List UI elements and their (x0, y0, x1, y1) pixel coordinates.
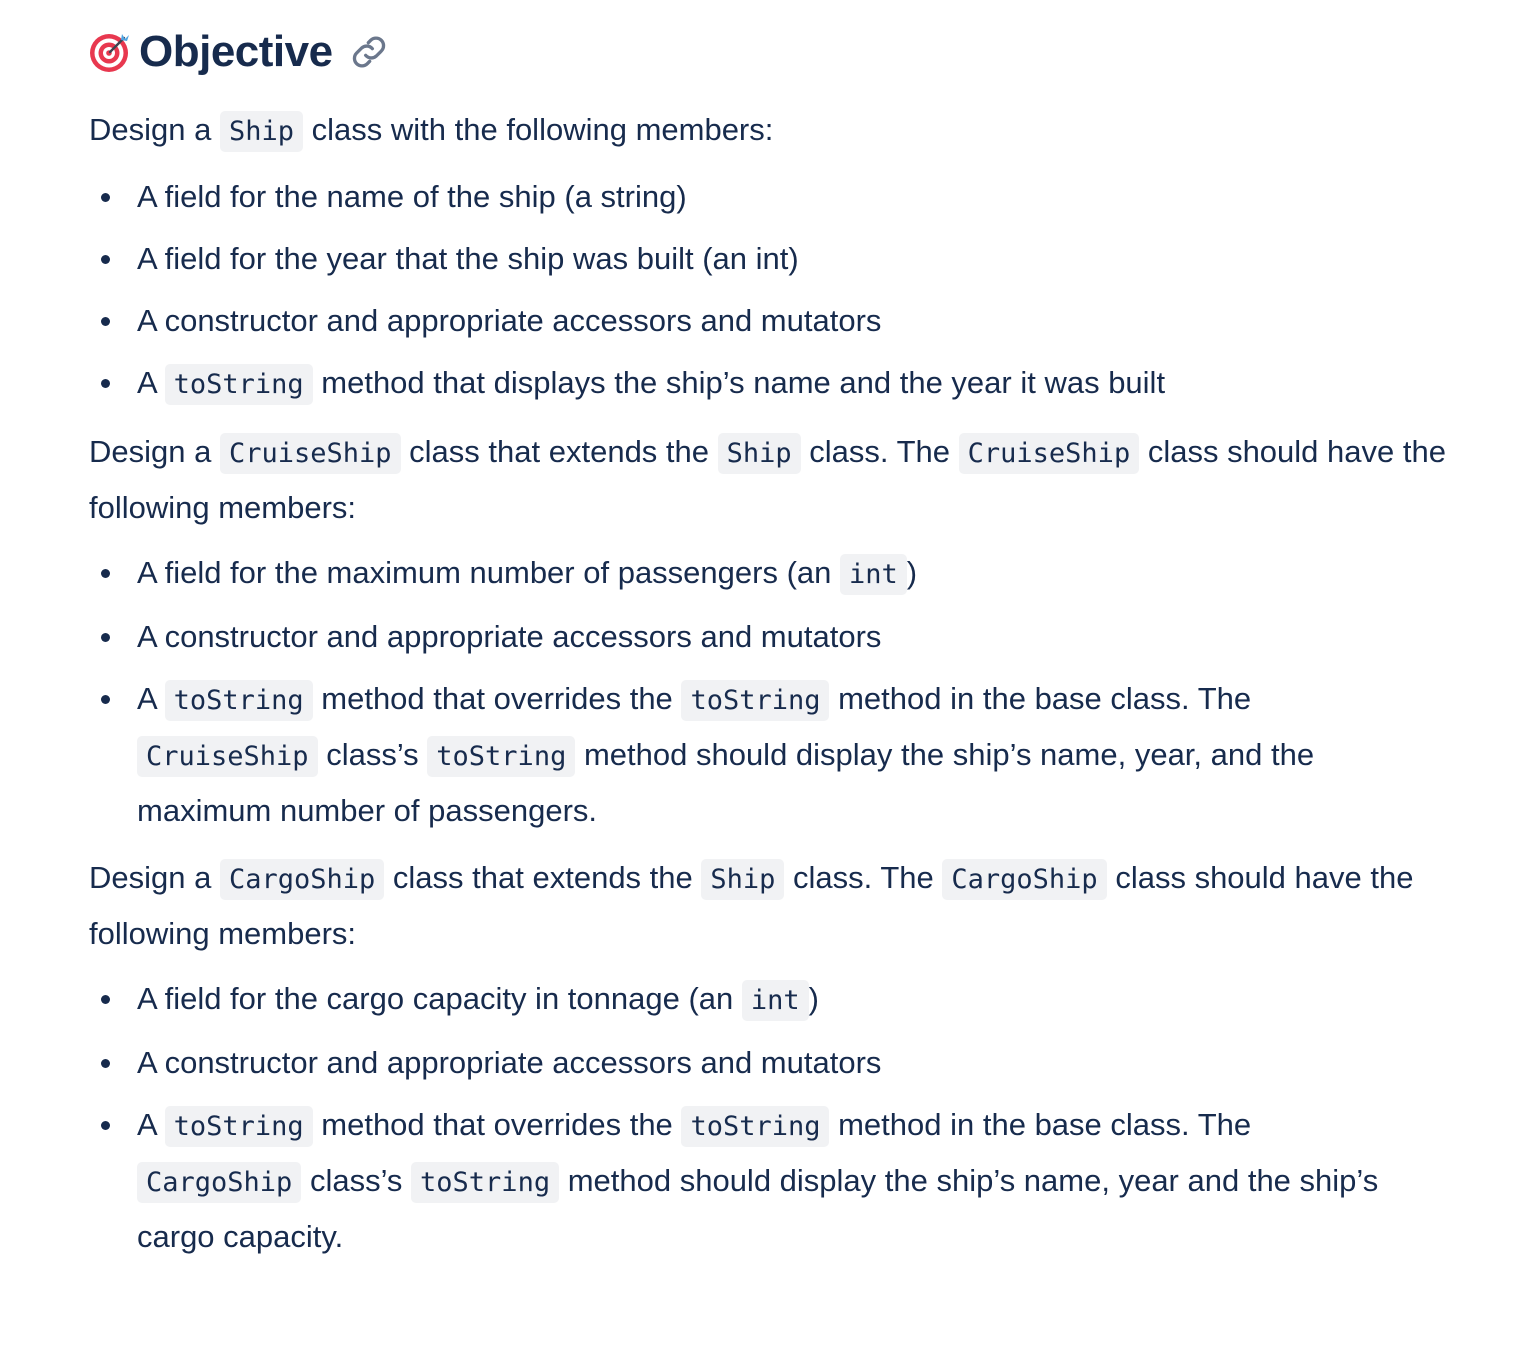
heading-title: Objective (139, 27, 333, 76)
list-item: A toString method that displays the ship’s name and the year it was built (137, 356, 1447, 412)
inline-code: Ship (701, 859, 784, 900)
list-item: A field for the cargo capacity in tonnage (an int ) (137, 972, 1447, 1028)
bullet (101, 255, 110, 264)
inline-code: CargoShip (220, 859, 384, 900)
bullet (101, 317, 110, 326)
inline-code: toString (411, 1162, 559, 1203)
inline-code: CruiseShip (220, 433, 401, 474)
inline-code: int (742, 980, 809, 1021)
list-item: A field for the maximum number of passengers (an int ) (137, 546, 1447, 602)
list-item: A constructor and appropriate accessors and mutators (137, 294, 1447, 348)
cruiseship-intro-paragraph: Design a CruiseShip class that extends the Ship class. The CruiseShip class should have the following members: (89, 434, 1446, 525)
inline-code: toString (681, 680, 829, 721)
inline-code: toString (165, 1106, 313, 1147)
bullet (101, 633, 110, 642)
bullet (101, 1059, 110, 1068)
inline-code: CruiseShip (137, 736, 318, 777)
list-item: A constructor and appropriate accessors and mutators (137, 1036, 1447, 1090)
bullet (101, 379, 110, 388)
inline-code: CargoShip (137, 1162, 301, 1203)
link-chain-icon[interactable] (349, 32, 389, 72)
bullet (101, 569, 110, 578)
cruiseship-members-list (89, 546, 1447, 838)
ship-intro-paragraph: Design a Ship class with the following members: (89, 103, 1447, 159)
bullet (101, 193, 110, 202)
cargoship-intro-paragraph: Design a CargoShip class that extends the Ship class. The CargoShip class should have the following members: (89, 860, 1414, 951)
objective-heading (89, 26, 1447, 78)
list-item: A toString method that overrides the toString method in the base class. The CruiseShip class’s toString method should display the ship’s name, year, and the maximum number of passengers. (137, 672, 1447, 838)
bullet (101, 1121, 110, 1130)
inline-code: CargoShip (942, 859, 1106, 900)
inline-code: Ship (718, 433, 801, 474)
inline-code: Ship (220, 111, 303, 152)
ship-members-list (89, 170, 1447, 412)
inline-code: toString (681, 1106, 829, 1147)
inline-code: toString (165, 364, 313, 405)
bullet (101, 995, 110, 1004)
list-item: A field for the year that the ship was built (an int) (137, 232, 1447, 286)
cargoship-members-list (89, 972, 1447, 1264)
inline-code: toString (165, 680, 313, 721)
list-item: A constructor and appropriate accessors and mutators (137, 610, 1447, 664)
list-item: A field for the name of the ship (a string) (137, 170, 1447, 224)
direct-hit-target-icon (89, 31, 131, 73)
bullet (101, 695, 110, 704)
inline-code: int (840, 554, 907, 595)
inline-code: CruiseShip (959, 433, 1140, 474)
list-item: A toString method that overrides the toString method in the base class. The CargoShip class’s toString method should display the ship’s name, year and the ship’s cargo capacity. (137, 1098, 1447, 1264)
inline-code: toString (427, 736, 575, 777)
